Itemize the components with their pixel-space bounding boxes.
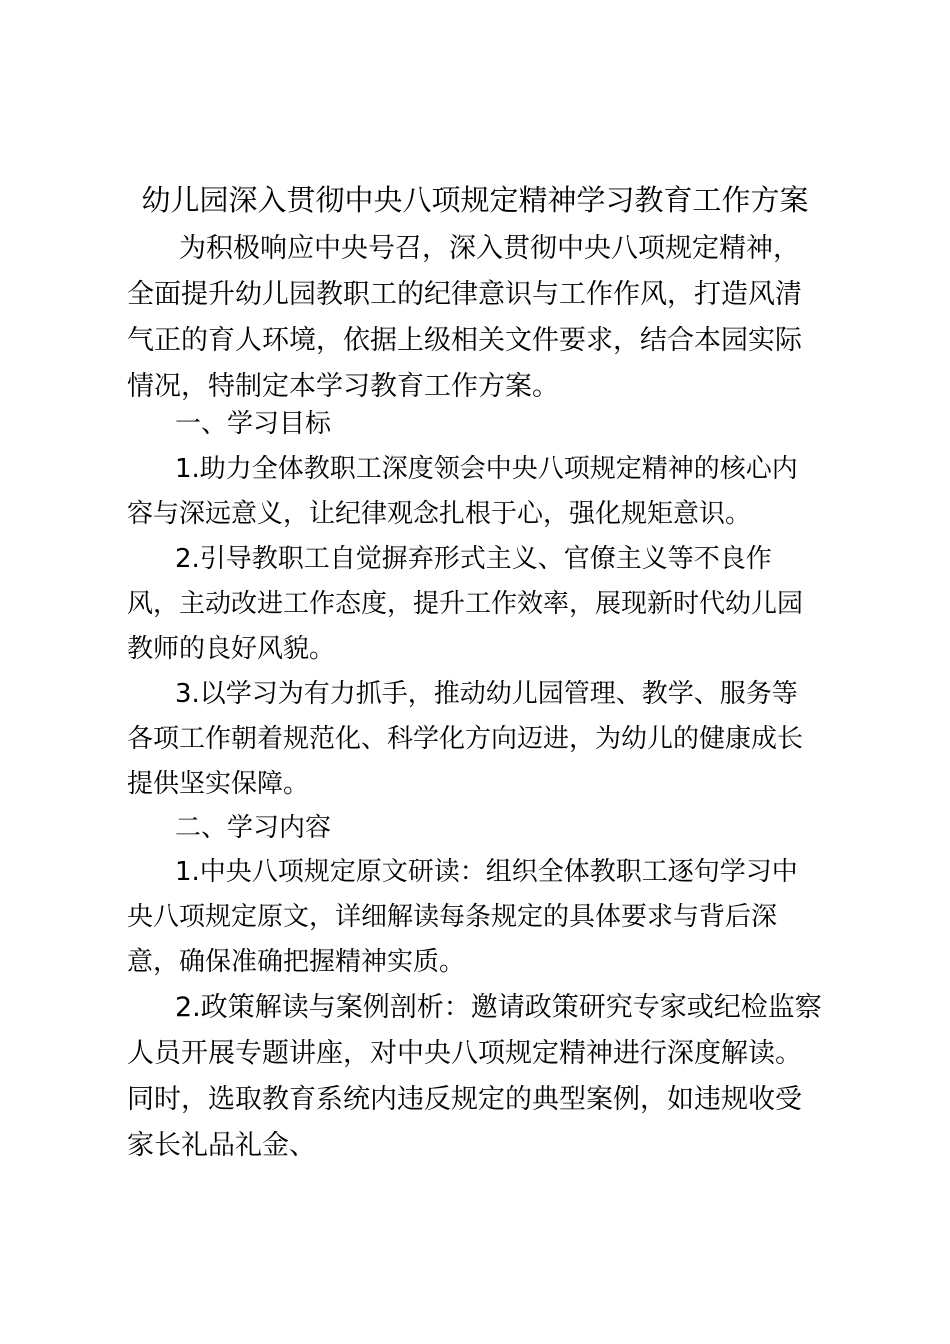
intro-paragraph: 为积极响应中央号召，深入贯彻中央八项规定精神，全面提升幼儿园教职工的纪律意识与工作作风，打造风清气正的育人环境，依据上级相关文件要求，结合本园实际情况，特制定本学习教育工作方案。 — [127, 233, 802, 402]
content-item-1: 1.中央八项规定原文研读：组织全体教职工逐句学习中央八项规定原文，详细解读每条规定的具体要求与背后深意，确保准确把握精神实质。 — [127, 857, 798, 977]
content-item-2: 2.政策解读与案例剖析：邀请政策研究专家或纪检监察人员开展专题讲座，对中央八项规定精神进行深度解读。同时，选取教育系统内违反规定的典型案例，如违规收受家长礼品礼金、 — [127, 992, 822, 1161]
section-heading-goals: 一、学习目标 — [175, 409, 332, 439]
section-heading-content: 二、学习内容 — [175, 813, 332, 843]
document-title: 幼儿园深入贯彻中央八项规定精神学习教育工作方案 — [141, 183, 809, 217]
goal-item-3: 3.以学习为有力抓手，推动幼儿园管理、教学、服务等各项工作朝着规范化、科学化方向迈进，为幼儿的健康成长提供坚实保障。 — [127, 679, 804, 799]
goal-item-1: 1.助力全体教职工深度领会中央八项规定精神的核心内容与深远意义，让纪律观念扎根于心，强化规矩意识。 — [127, 454, 798, 529]
goal-item-2: 2.引导教职工自觉摒弃形式主义、官僚主义等不良作风，主动改进工作态度，提升工作效率，展现新时代幼儿园教师的良好风貌。 — [127, 544, 804, 664]
